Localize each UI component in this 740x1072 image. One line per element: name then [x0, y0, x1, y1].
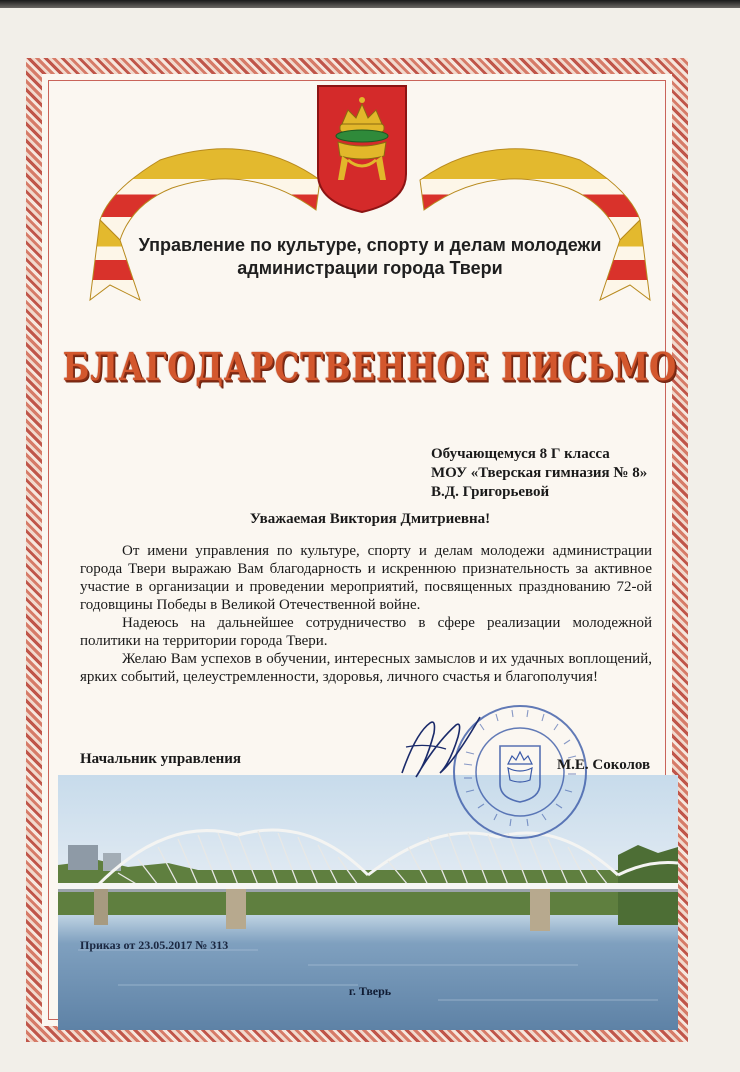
scan-top-edge	[0, 0, 740, 8]
recipient-school: МОУ «Тверская гимназия № 8»	[431, 465, 648, 481]
letter-body	[80, 542, 652, 686]
document-title: БЛАГОДАРСТВЕННОЕ ПИСЬМО	[62, 345, 678, 390]
body-paragraph-1: От имени управления по культуре, спорту и делам молодежи администрации города Твери выражаю Вам благодарность и искреннюю признательность за активное участие в организации и проведении мероприятий, посвященных празднованию 72-ой годовщины Победы в Великой Отечественной войне.	[80, 543, 652, 613]
signer-name: М.Е. Соколов	[557, 757, 651, 773]
city-name: г. Тверь	[348, 984, 392, 998]
greeting: Уважаемая Виктория Дмитриевна!	[249, 511, 491, 527]
org-name-line2: администрации города Твери	[237, 258, 503, 278]
recipient-name: В.Д. Григорьевой	[431, 484, 550, 500]
recipient-class: Обучающемуся 8 Г класса	[431, 446, 610, 462]
signer-position: Начальник управления	[80, 751, 242, 767]
handwritten-signature-icon	[396, 703, 486, 793]
order-reference: Приказ от 23.05.2017 № 313	[80, 938, 229, 952]
recipient-block	[431, 445, 647, 502]
org-name-line1: Управление по культуре, спорту и делам молодежи	[138, 235, 602, 255]
tver-coat-of-arms-icon	[316, 84, 408, 214]
body-paragraph-2: Надеюсь на дальнейшее сотрудничество в сфере реализации молодежной политики на территории города Твери.	[80, 615, 652, 649]
body-paragraph-3: Желаю Вам успехов в обучении, интересных замыслов и их удачных воплощений, ярких событий, целеустремленности, здоровья, личного счастья и благополучия!	[80, 651, 652, 685]
